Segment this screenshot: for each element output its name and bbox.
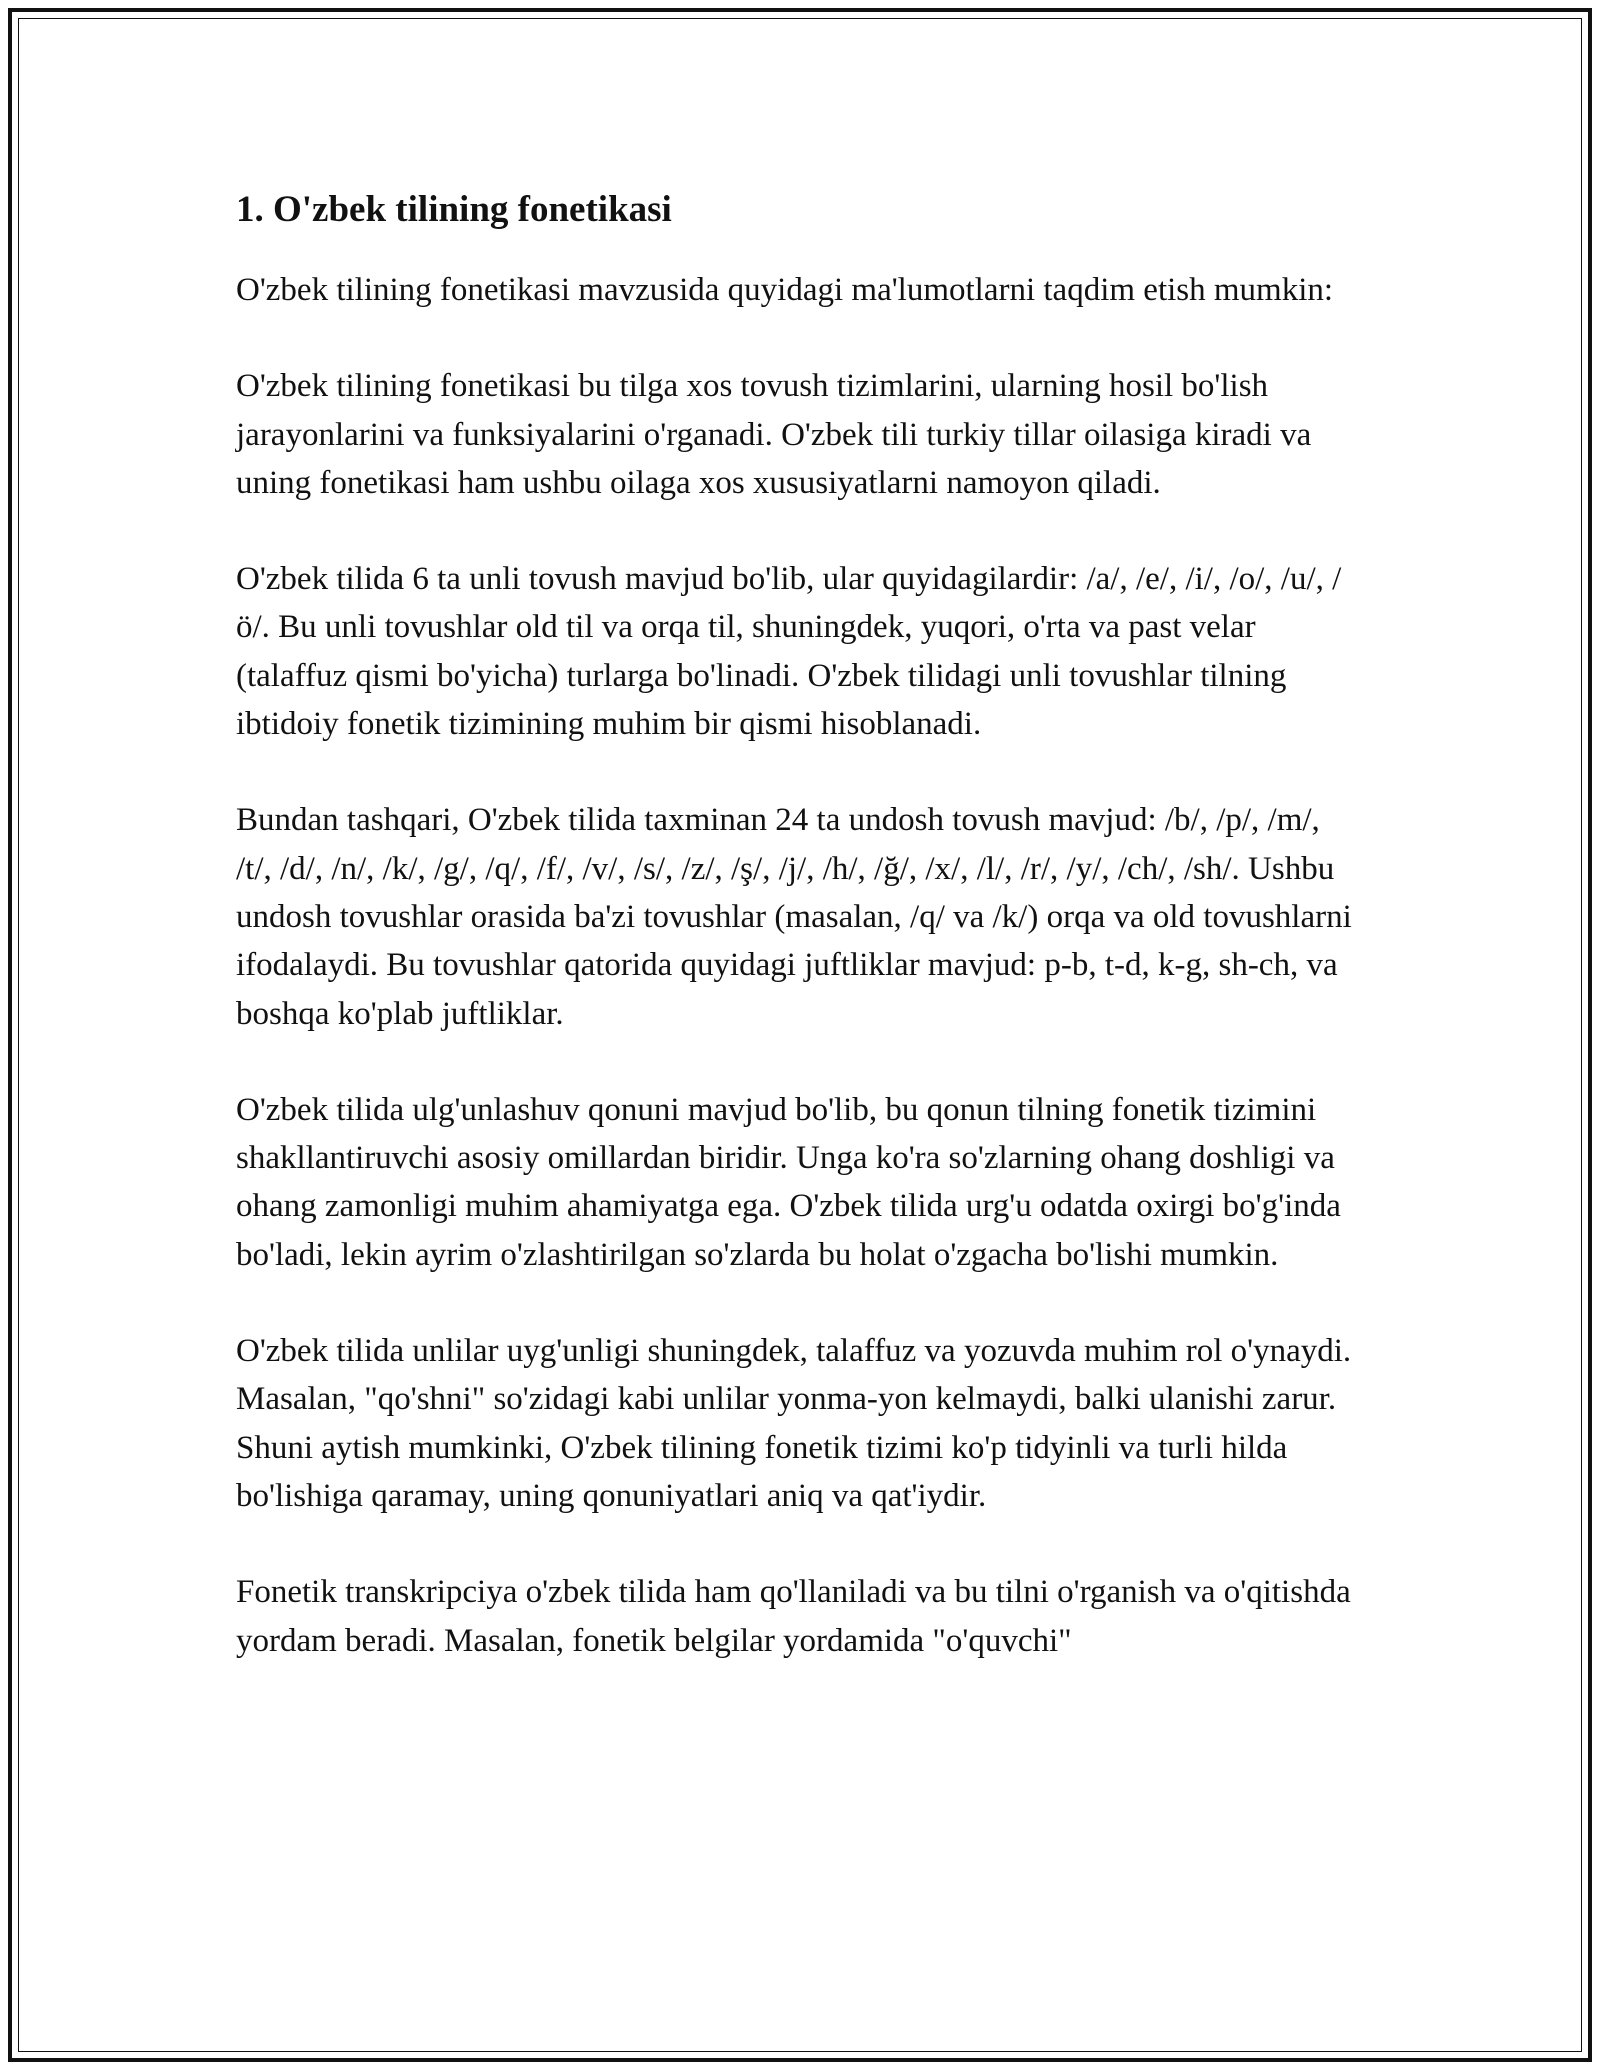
paragraph-vowel-harmony: O'zbek tilida unlilar uyg'unligi shuningdek, talaffuz va yozuvda muhim rol o'ynaydi. Masalan, "qo'shni" so'zidagi kabi unlilar yonma-yon kelmaydi, balki ulanishi zarur. Shuni aytish mumkinki, O'zbek tilining fonetik tizimi ko'p tidyinli va turli hilda bo'lishiga qaramay, uning qonuniyatlari aniq va qat'iydir.: [236, 1333, 1352, 1514]
paragraph-consonants: Bundan tashqari, O'zbek tilida taxminan 24 ta undosh tovush mavjud: /b/, /p/, /m/, /t/, /d/, /n/, /k/, /g/, /q/, /f/, /v/, /s/, /z/, /ş/, /j/, /h/, /ğ/, /x/, /l/, /r/, /y/, /ch/, /sh/. Ushbu undosh tovushlar orasida ba'zi tovushlar (masalan, /q/ va /k/) orqa va old tovushlarni ifodalaydi. Bu tovushlar qatorida quyidagi juftliklar mavjud: p-b, t-d, k-g, sh-ch, va boshqa ko'plab juftliklar.: [236, 802, 1352, 1032]
paragraph-vowels: O'zbek tilida 6 ta unli tovush mavjud bo'lib, ular quyidagilardir: /a/, /e/, /i/, /o/, /u/, /ö/. Bu unli tovushlar old til va orqa til, shuningdek, yuqori, o'rta va past velar (talaffuz qismi bo'yicha) turlarga bo'linadi. O'zbek tilidagi unli tovushlar tilning ibtidoiy fonetik tizimining muhim bir qismi hisoblanadi.: [236, 561, 1342, 743]
paragraph-transcription: Fonetik transkripciya o'zbek tilida ham qo'llaniladi va bu tilni o'rganish va o'qitishda yordam beradi. Masalan, fonetik belgilar yordamida "o'quvchi": [236, 1574, 1351, 1659]
document-body: [236, 186, 1356, 1713]
paragraph-overview: O'zbek tilining fonetikasi bu tilga xos tovush tizimlarini, ularning hosil bo'lish jarayonlarini va funksiyalarini o'rganadi. O'zbek tili turkiy tillar oilasiga kiradi va uning fonetikasi ham ushbu oilaga xos xususiyatlarni namoyon qiladi.: [236, 368, 1312, 501]
paragraph-harmony-law: O'zbek tilida ulg'unlashuv qonuni mavjud bo'lib, bu qonun tilning fonetik tizimini shakllantiruvchi asosiy omillardan biridir. Unga ko'ra so'zlarning ohang doshligi va ohang zamonligi muhim ahamiyatga ega. O'zbek tilida urg'u odatda oxirgi bo'g'inda bo'ladi, lekin ayrim o'zlashtirilgan so'zlarda bu holat o'zgacha bo'lishi mumkin.: [236, 1091, 1341, 1273]
paragraph-intro: O'zbek tilining fonetikasi mavzusida quyidagi ma'lumotlarni taqdim etish mumkin:: [236, 272, 1334, 308]
section-heading: 1. O'zbek tilining fonetikasi: [236, 189, 672, 230]
